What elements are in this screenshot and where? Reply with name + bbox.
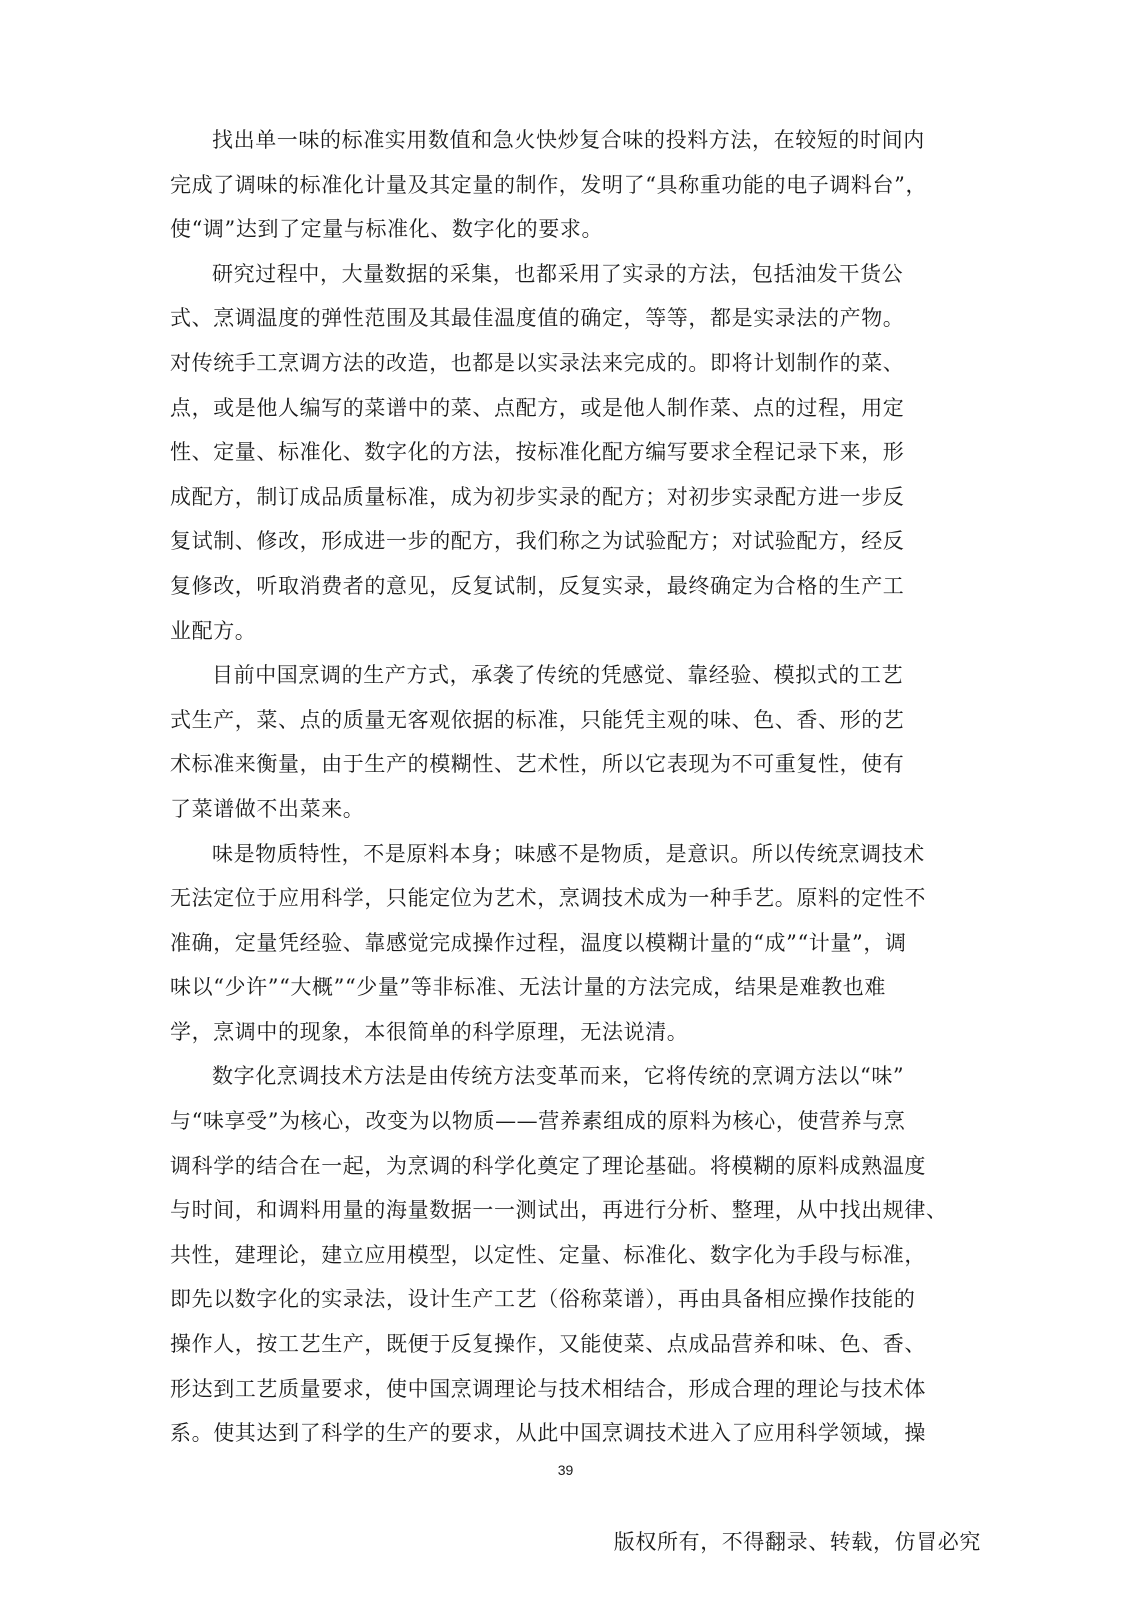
- text-line: 术标准来衡量，由于生产的模糊性、艺术性，所以它表现为不可重复性，使有: [170, 752, 905, 777]
- text-line: 性、定量、标准化、数字化的方法，按标准化配方编写要求全程记录下来，形: [170, 440, 905, 465]
- text-line: 点，或是他人编写的菜谱中的菜、点配方，或是他人制作菜、点的过程，用定: [170, 395, 905, 420]
- text-line: 与时间，和调料用量的海量数据一一测试出，再进行分析、整理，从中找出规律、: [170, 1198, 948, 1223]
- text-line: 调科学的结合在一起，为烹调的科学化奠定了理论基础。将模糊的原料成熟温度: [170, 1153, 926, 1178]
- text-line: 使“调”达到了定量与标准化、数字化的要求。: [170, 217, 604, 242]
- text-line: 与“味享受”为核心，改变为以物质——营养素组成的原料为核心，使营养与烹: [170, 1109, 906, 1134]
- paragraph-3: [170, 653, 950, 831]
- text-line: 共性，建理论，建立应用模型，以定性、定量、标准化、数字化为手段与标准，: [170, 1242, 926, 1267]
- text-line: 无法定位于应用科学，只能定位为艺术，烹调技术成为一种手艺。原料的定性不: [170, 886, 926, 911]
- copyright-notice: 版权所有，不得翻录、转载，仿冒必究: [613, 1530, 981, 1554]
- text-line: 复修改，听取消费者的意见，反复试制，反复实录，最终确定为合格的生产工: [170, 573, 905, 598]
- text-line: 系。使其达到了科学的生产的要求，从此中国烹调技术进入了应用科学领域，操: [170, 1421, 926, 1446]
- text-line: 目前中国烹调的生产方式，承袭了传统的凭感觉、靠经验、模拟式的工艺: [212, 663, 904, 688]
- text-line: 研究过程中，大量数据的采集，也都采用了实录的方法，包括油发干货公: [212, 261, 904, 286]
- text-line: 了菜谱做不出菜来。: [170, 796, 365, 821]
- text-line: 式生产，菜、点的质量无客观依据的标准，只能凭主观的味、色、香、形的艺: [170, 707, 905, 732]
- text-line: 对传统手工烹调方法的改造，也都是以实录法来完成的。即将计划制作的菜、: [170, 350, 905, 375]
- text-line: 完成了调味的标准化计量及其定量的制作，发明了“具称重功能的电子调料台”，: [170, 172, 928, 197]
- text-line: 式、烹调温度的弹性范围及其最佳温度值的确定，等等，都是实录法的产物。: [170, 306, 905, 331]
- paragraph-1: [170, 118, 950, 252]
- text-line: 数字化烹调技术方法是由传统方法变革而来，它将传统的烹调方法以“味”: [212, 1064, 905, 1089]
- text-line: 复试制、修改，形成进一步的配方，我们称之为试验配方；对试验配方，经反: [170, 529, 905, 554]
- paragraph-4: [170, 832, 950, 1055]
- paragraph-5: [170, 1054, 950, 1455]
- text-line: 味是物质特性，不是原料本身；味感不是物质，是意识。所以传统烹调技术: [212, 841, 925, 866]
- text-line: 找出单一味的标准实用数值和急火快炒复合味的投料方法，在较短的时间内: [212, 128, 925, 152]
- text-line: 味以“少许”“大概”“少量”等非标准、无法计量的方法完成，结果是难教也难: [170, 975, 887, 1000]
- text-line: 操作人，按工艺生产，既便于反复操作，又能使菜、点成品营养和味、色、香、: [170, 1332, 926, 1357]
- text-line: 成配方，制订成品质量标准，成为初步实录的配方；对初步实录配方进一步反: [170, 484, 905, 509]
- body-text: [170, 118, 950, 1456]
- text-line: 学，烹调中的现象，本很简单的科学原理，无法说清。: [170, 1019, 689, 1044]
- text-line: 准确，定量凭经验、靠感觉完成操作过程，温度以模糊计量的“成”“计量”，调: [170, 930, 907, 955]
- paragraph-2: [170, 252, 950, 653]
- text-line: 形达到工艺质量要求，使中国烹调理论与技术相结合，形成合理的理论与技术体: [170, 1376, 926, 1401]
- text-line: 即先以数字化的实录法，设计生产工艺（俗称菜谱），再由具备相应操作技能的: [170, 1287, 916, 1312]
- page-number: 39: [557, 1462, 574, 1478]
- text-line: 业配方。: [170, 618, 257, 643]
